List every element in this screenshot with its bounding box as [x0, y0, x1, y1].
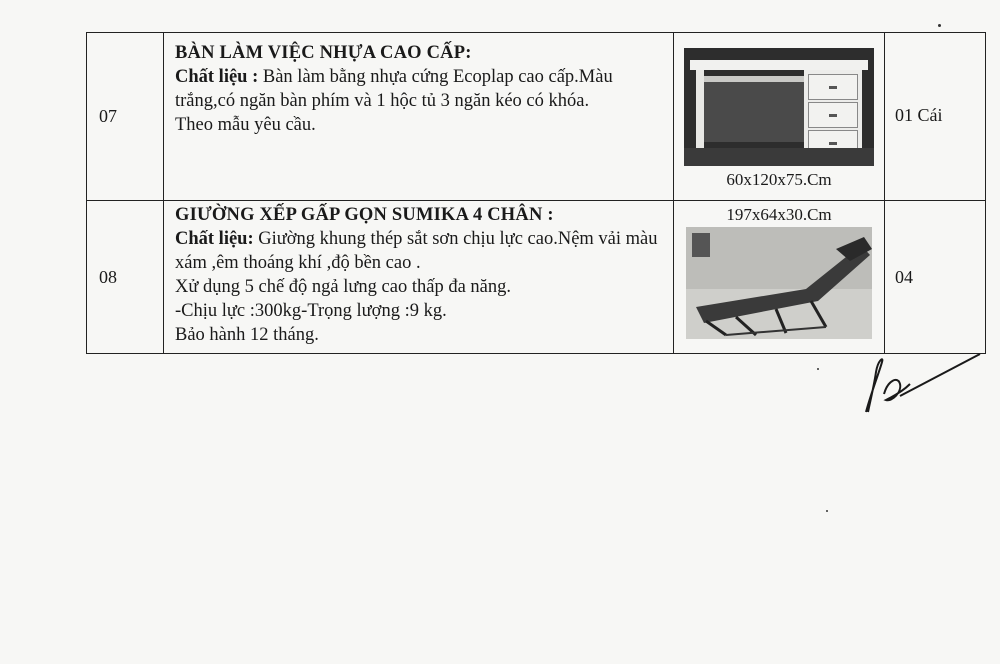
item-number: 07 [87, 33, 164, 201]
item-quantity: 01 Cái [885, 33, 986, 201]
item-warranty: Bảo hành 12 tháng. [175, 325, 319, 345]
item-dimension: 60x120x75.Cm [726, 169, 832, 189]
paper-speck [826, 510, 828, 512]
item-load: -Chịu lực :300kg-Trọng lượng :9 kg. [175, 301, 447, 321]
item-title: GIƯỜNG XẾP GẤP GỌN SUMIKA 4 CHÂN : [175, 205, 554, 225]
item-description [164, 33, 674, 201]
item-quantity: 04 [885, 201, 986, 354]
paper-speck [817, 368, 819, 370]
item-material [175, 65, 663, 113]
folding-bed-photo [686, 227, 872, 339]
material-label: Chất liệu : [175, 67, 259, 87]
item-image-cell [674, 201, 885, 354]
table-row [87, 33, 986, 201]
item-dimension: 197x64x30.Cm [726, 205, 832, 224]
item-material [175, 227, 663, 275]
table-row [87, 201, 986, 354]
material-label: Chất liệu: [175, 229, 254, 249]
office-desk-photo [684, 48, 874, 166]
paper-speck [938, 24, 941, 27]
item-feature: Xử dụng 5 chế độ ngả lưng cao thấp đa năng. [175, 277, 512, 297]
handwritten-signature [860, 350, 985, 420]
item-note: Theo mẫu yêu cầu. [175, 115, 316, 135]
material-text: Giường khung thép sắt sơn chịu lực cao.Nệm vải màu xám ,êm thoáng khí ,độ bền cao . [175, 229, 658, 273]
item-image-cell [674, 33, 885, 201]
material-text: Bàn làm bằng nhựa cứng Ecoplap cao cấp.Màu trắng,có ngăn bàn phím và 1 hộc tủ 3 ngăn kéo có khóa. [175, 67, 613, 111]
item-number: 08 [87, 201, 164, 354]
product-table [86, 32, 986, 354]
item-title: BÀN LÀM VIỆC NHỰA CAO CẤP: [175, 43, 472, 63]
item-description [164, 201, 674, 354]
